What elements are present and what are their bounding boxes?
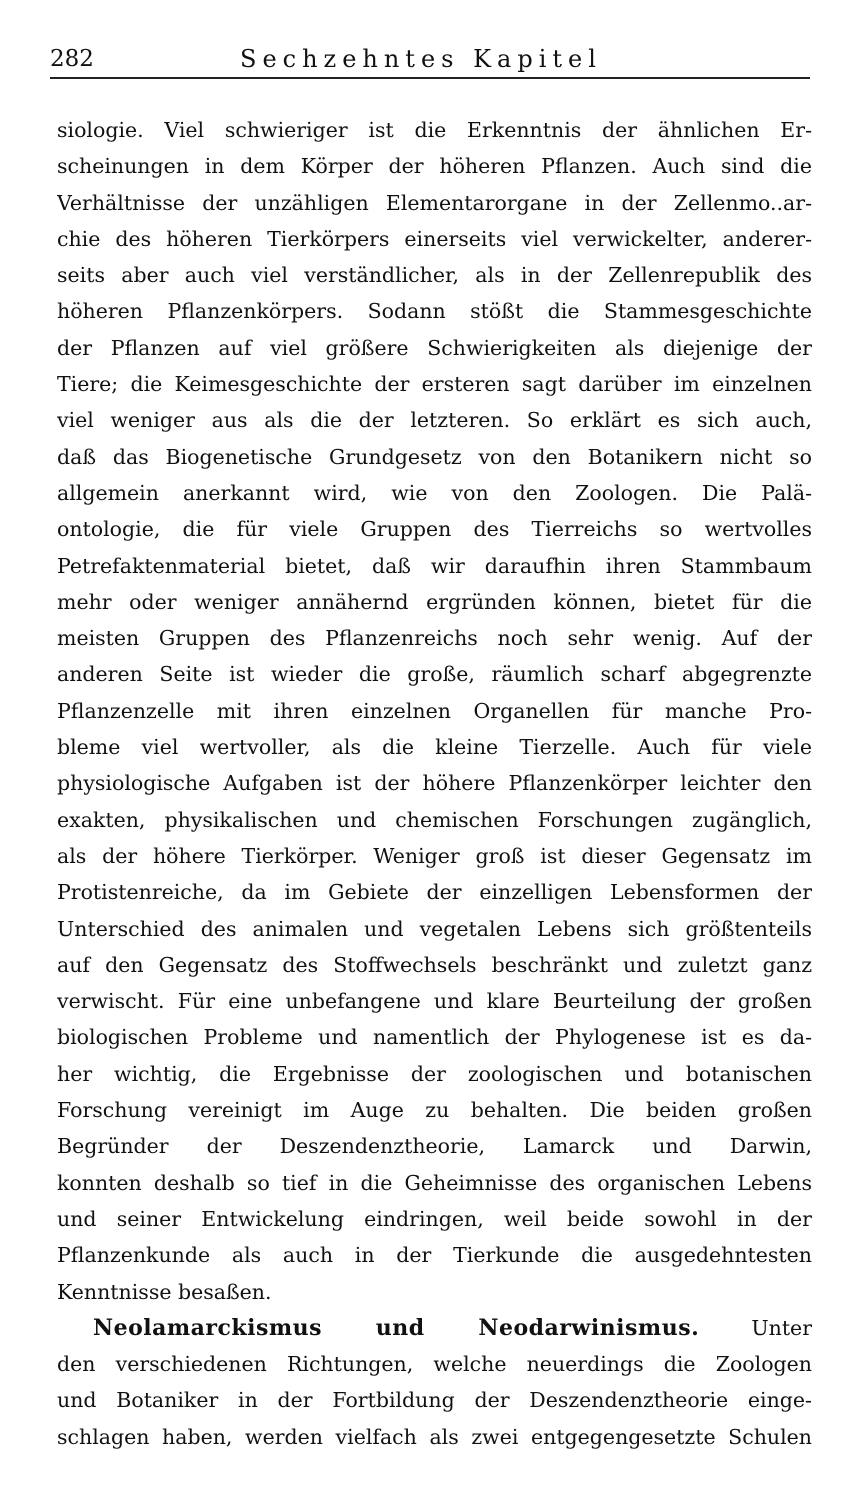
text-line: Verhältnisse der unzähligen Elementarorgane in der Zellenmo..ar- bbox=[57, 190, 812, 215]
text-line: auf den Gegensatz des Stoffwechsels beschränkt und zuletzt ganz bbox=[57, 952, 812, 977]
text-line: mehr oder weniger annähernd ergründen können, bietet für die bbox=[57, 589, 812, 614]
text-line: Petrefaktenmaterial bietet, daß wir daraufhin ihren Stammbaum bbox=[57, 553, 812, 578]
text-line: schlagen haben, werden vielfach als zwei entgegengesetzte Schulen bbox=[57, 1424, 812, 1449]
body-text bbox=[57, 112, 812, 1455]
paragraph-1 bbox=[57, 112, 812, 1310]
text-line: siologie. Viel schwieriger ist die Erkenntnis der ähnlichen Er- bbox=[57, 118, 812, 142]
text-line: exakten, physikalischen und chemischen Forschungen zugänglich, bbox=[57, 807, 812, 832]
text-line: meisten Gruppen des Pflanzenreichs noch sehr wenig. Auf der bbox=[57, 626, 812, 651]
text-line: chie des höheren Tierkörpers einerseits viel verwickelter, anderer- bbox=[57, 226, 812, 251]
text-line: höheren Pflanzenkörpers. Sodann stößt die Stammesgeschichte bbox=[57, 299, 812, 324]
text-line: daß das Biogenetische Grundgesetz von den Botanikern nicht so bbox=[57, 444, 812, 469]
text-line: seits aber auch viel verständlicher, als in der Zellenrepublik des bbox=[57, 263, 812, 288]
text-line: ontologie, die für viele Gruppen des Tierreichs so wertvolles bbox=[57, 517, 812, 542]
heading-line bbox=[57, 1310, 812, 1346]
heading-line-rest: Unter bbox=[751, 1315, 812, 1340]
page-header bbox=[50, 44, 810, 78]
text-line: biologischen Probleme und namentlich der Phylogenese ist es da- bbox=[57, 1025, 812, 1050]
text-line: Forschung vereinigt im Auge zu behalten. Die beiden großen bbox=[57, 1098, 812, 1123]
text-line: den verschiedenen Richtungen, welche neuerdings die Zoologen bbox=[57, 1352, 812, 1377]
text-line: der Pflanzen auf viel größere Schwierigkeiten als diejenige der bbox=[57, 335, 812, 360]
text-line: allgemein anerkannt wird, wie von den Zoologen. Die Palä- bbox=[57, 480, 812, 505]
text-line: Tiere; die Keimesgeschichte der ersteren sagt darüber im einzelnen bbox=[57, 372, 812, 397]
text-line: und Botaniker in der Fortbildung der Deszendenztheorie einge- bbox=[57, 1388, 812, 1413]
section-heading: Neolamarckismus und Neodarwinismus. bbox=[93, 1314, 700, 1341]
text-line: Pflanzenzelle mit ihren einzelnen Organellen für manche Pro- bbox=[57, 698, 812, 723]
text-line: konnten deshalb so tief in die Geheimnisse des organischen Lebens bbox=[57, 1170, 812, 1195]
text-line: als der höhere Tierkörper. Weniger groß ist dieser Gegensatz im bbox=[57, 843, 812, 868]
text-line: Unterschied des animalen und vegetalen Lebens sich größtenteils bbox=[57, 916, 812, 941]
header-rule bbox=[50, 77, 810, 79]
text-line: Pflanzenkunde als auch in der Tierkunde die ausgedehntesten bbox=[57, 1243, 812, 1268]
text-line: verwischt. Für eine unbefangene und klare Beurteilung der großen bbox=[57, 989, 812, 1014]
text-line: her wichtig, die Ergebnisse der zoologischen und botanischen bbox=[57, 1061, 812, 1086]
text-line: physiologische Aufgaben ist der höhere Pflanzenkörper leichter den bbox=[57, 771, 812, 796]
text-line: bleme viel wertvoller, als die kleine Tierzelle. Auch für viele bbox=[57, 735, 812, 760]
text-line: viel weniger aus als die der letzteren. So erklärt es sich auch, bbox=[57, 408, 812, 433]
text-line: Begründer der Deszendenztheorie, Lamarck und Darwin, bbox=[57, 1134, 812, 1159]
text-line: scheinungen in dem Körper der höheren Pflanzen. Auch sind die bbox=[57, 154, 812, 179]
text-line: und seiner Entwickelung eindringen, weil beide sowohl in der bbox=[57, 1206, 812, 1231]
page-number: 282 bbox=[50, 46, 94, 72]
text-line: Protistenreiche, da im Gebiete der einzelligen Lebensformen der bbox=[57, 880, 812, 905]
running-head: Sechzehntes Kapitel bbox=[240, 45, 602, 73]
text-line: Kenntnisse besaßen. bbox=[57, 1279, 272, 1304]
text-line: anderen Seite ist wieder die große, räumlich scharf abgegrenzte bbox=[57, 662, 812, 687]
paragraph-2 bbox=[57, 1310, 812, 1455]
